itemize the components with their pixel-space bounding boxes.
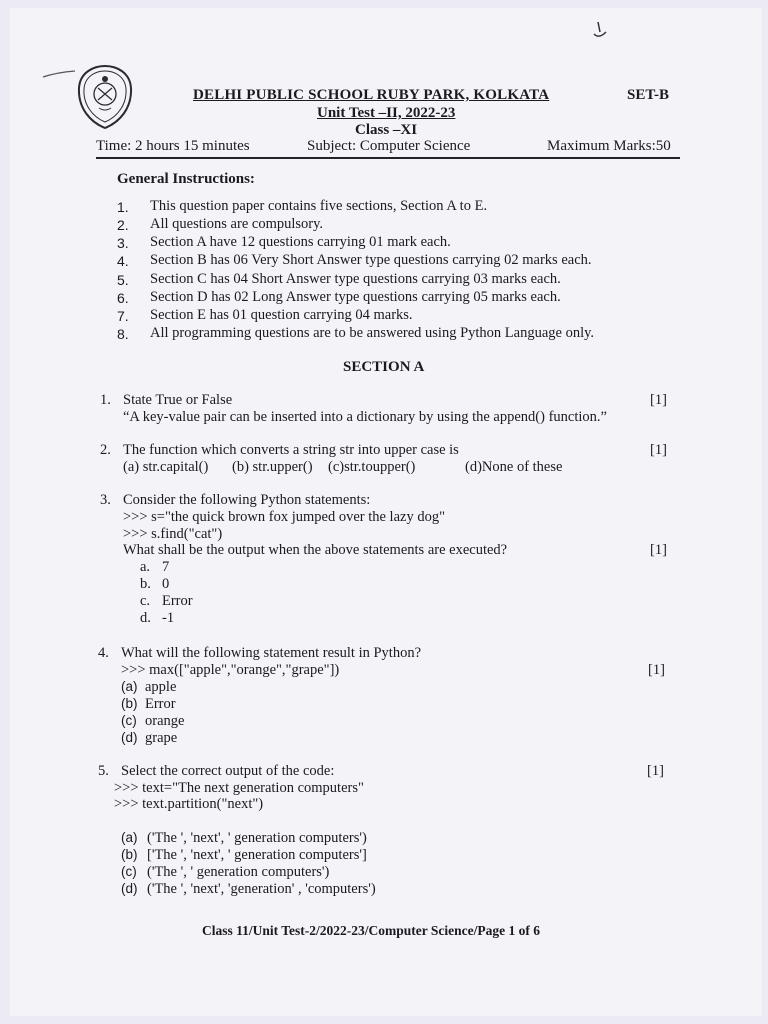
instruction-text: All questions are compulsory. — [150, 216, 324, 232]
option-d: (d)None of these — [465, 459, 563, 475]
school-name: DELHI PUBLIC SCHOOL RUBY PARK, KOLKATA — [193, 87, 550, 103]
option-text: Error — [145, 696, 176, 712]
option-text: Error — [162, 593, 193, 609]
question-statement: “A key-value pair can be inserted into a dictionary by using the append() function.” — [123, 409, 607, 425]
option-letter: (a) — [121, 830, 138, 845]
question-marks: [1] — [650, 542, 667, 558]
option-letter: c. — [140, 593, 151, 609]
option-letter: (d) — [121, 730, 138, 745]
instruction-number: 8. — [117, 326, 129, 342]
max-marks-label: Maximum Marks:50 — [547, 138, 671, 154]
question-number: 4. — [98, 645, 109, 661]
code-line: >>> s="the quick brown fox jumped over the lazy dog" — [123, 509, 445, 525]
option-b: (b) str.upper() — [232, 459, 313, 475]
option-letter: (a) — [121, 679, 138, 694]
time-label: Time: 2 hours 15 minutes — [96, 138, 250, 154]
question-marks: [1] — [650, 392, 667, 408]
question-number: 1. — [100, 392, 111, 408]
instruction-number: 3. — [117, 235, 129, 251]
pen-stroke-mark — [42, 70, 76, 78]
instruction-number: 1. — [117, 199, 129, 215]
instruction-text: Section D has 02 Long Answer type questions carrying 05 marks each. — [150, 289, 561, 305]
question-marks: [1] — [647, 763, 664, 779]
instruction-text: Section E has 01 question carrying 04 marks. — [150, 307, 413, 323]
option-letter: (c) — [121, 864, 137, 879]
option-text: apple — [145, 679, 177, 695]
class-label: Class –XI — [355, 122, 418, 138]
option-letter: (b) — [121, 696, 138, 711]
option-text: 0 — [162, 576, 170, 592]
option-letter: d. — [140, 610, 151, 626]
section-title: SECTION A — [343, 359, 425, 375]
instruction-number: 2. — [117, 217, 129, 233]
instruction-number: 6. — [117, 290, 129, 306]
question-text: The function which converts a string str into upper case is — [123, 442, 459, 458]
handwritten-tick-icon — [590, 20, 610, 46]
code-line: >>> text.partition("next") — [114, 796, 264, 812]
option-text: ('The ', ' generation computers') — [147, 864, 330, 880]
question-number: 2. — [100, 442, 111, 458]
set-label: SET-B — [627, 87, 669, 103]
question-marks: [1] — [648, 662, 665, 678]
question-text: State True or False — [123, 392, 233, 408]
question-text: Consider the following Python statements: — [123, 492, 371, 508]
option-letter: b. — [140, 576, 151, 592]
option-text: ['The ', 'next', ' generation computers'] — [147, 847, 367, 863]
option-text: ('The ', 'next', ' generation computers') — [147, 830, 367, 846]
instructions-title: General Instructions: — [117, 171, 255, 187]
instruction-text: This question paper contains five sections, Section A to E. — [150, 198, 488, 214]
instruction-text: All programming questions are to be answered using Python Language only. — [150, 325, 595, 341]
instruction-text: Section C has 04 Short Answer type questions carrying 03 marks each. — [150, 271, 561, 287]
option-text: orange — [145, 713, 185, 729]
test-name: Unit Test –II, 2022-23 — [317, 105, 456, 121]
code-line: >>> max(["apple","orange","grape"]) — [121, 662, 340, 678]
option-text: 7 — [162, 559, 170, 575]
header-divider — [96, 157, 680, 159]
question-number: 5. — [98, 763, 109, 779]
instruction-text: Section B has 06 Very Short Answer type questions carrying 02 marks each. — [150, 252, 592, 268]
option-c: (c)str.toupper() — [328, 459, 416, 475]
option-letter: (c) — [121, 713, 137, 728]
instruction-number: 7. — [117, 308, 129, 324]
question-text: What shall be the output when the above statements are executed? — [123, 542, 508, 558]
question-text: What will the following statement result in Python? — [121, 645, 422, 661]
question-number: 3. — [100, 492, 111, 508]
option-a: (a) str.capital() — [123, 459, 209, 475]
school-logo — [76, 64, 134, 130]
instruction-text: Section A have 12 questions carrying 01 mark each. — [150, 234, 451, 250]
instruction-number: 5. — [117, 272, 129, 288]
code-line: >>> s.find("cat") — [123, 526, 223, 542]
option-text: -1 — [162, 610, 175, 626]
instruction-number: 4. — [117, 253, 129, 269]
question-text: Select the correct output of the code: — [121, 763, 335, 779]
code-line: >>> text="The next generation computers" — [114, 780, 364, 796]
subject-label: Subject: Computer Science — [307, 138, 471, 154]
option-letter: a. — [140, 559, 151, 575]
option-text: ('The ', 'next', 'generation' , 'computers') — [147, 881, 376, 897]
option-letter: (d) — [121, 881, 138, 896]
question-marks: [1] — [650, 442, 667, 458]
option-letter: (b) — [121, 847, 138, 862]
option-text: grape — [145, 730, 178, 746]
page-footer: Class 11/Unit Test-2/2022-23/Computer Science/Page 1 of 6 — [202, 923, 540, 938]
